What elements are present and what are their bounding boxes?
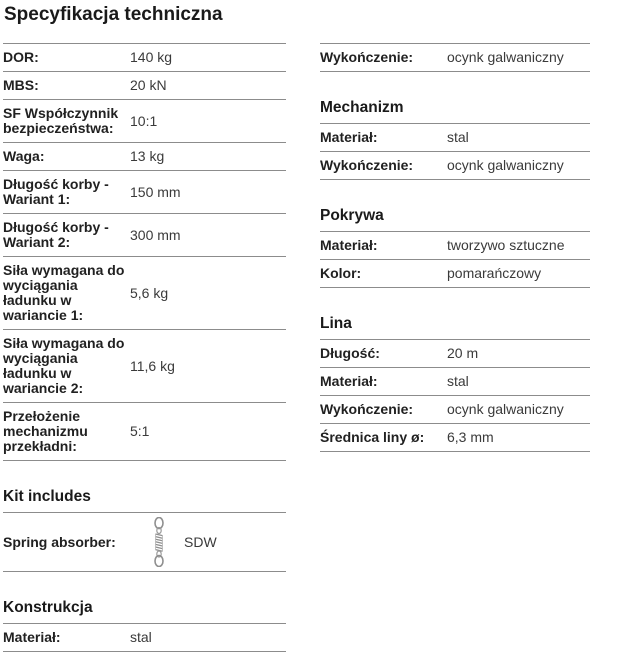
spring-absorber-icon [150,517,168,567]
spec-label: Wykończenie: [320,49,414,65]
spec-value: ocynk galwaniczny [447,49,564,65]
page-title: Specyfikacja techniczna [4,4,223,25]
section-heading-lina: Lina [320,315,352,332]
spec-value: 5,6 kg [130,284,169,301]
spec-value: 20 m [447,345,479,361]
spec-value: 6,3 mm [447,429,494,445]
left-column [3,43,286,652]
spec-value: ocynk galwaniczny [447,157,564,173]
main-spec-table [3,43,286,461]
table-row [320,43,590,71]
columns-container [3,43,635,652]
spec-value: 10:1 [130,112,158,129]
spec-label: MBS: [3,77,39,93]
section-heading-konstrukcja: Konstrukcja [3,599,93,616]
table-row [3,623,286,651]
table-row [320,259,590,287]
konstrukcja-table [3,623,286,652]
table-row [320,231,590,259]
spec-value: 300 mm [130,226,181,243]
table-row [3,99,286,142]
lina-table [320,339,590,452]
spec-value: 140 kg [130,49,173,65]
spec-label: Długość: [320,345,380,361]
spec-value: 13 kg [130,148,165,164]
section-heading-pokrywa: Pokrywa [320,207,384,224]
table-row [3,213,286,256]
spec-label: Długość korby - Wariant 2: [3,219,109,250]
table-row [3,402,286,460]
table-row [3,512,286,571]
spec-value: pomarańczowy [447,265,542,281]
spec-label: Spring absorber: [3,533,116,550]
finish-spec-table [320,43,590,72]
spec-label: Kolor: [320,265,362,281]
spec-value: tworzywo sztuczne [447,237,565,253]
spec-label: Wykończenie: [320,401,414,417]
table-row [3,329,286,402]
spec-label: Waga: [3,148,45,164]
spec-value: 5:1 [130,423,150,439]
right-column [320,43,590,452]
table-row [320,151,590,179]
spec-value: stal [447,129,469,145]
table-row [320,123,590,151]
section-heading-mechanizm: Mechanizm [320,99,404,116]
section-heading-kit-includes: Kit includes [3,488,91,505]
spec-label: DOR: [3,49,39,65]
spec-label: Materiał: [320,373,378,389]
spec-value: SDW [184,533,217,550]
spec-label: Materiał: [3,629,61,645]
kit-includes-table [3,512,286,572]
spec-label: SF Współczynnik bezpieczeństwa: [3,105,119,136]
spec-value: 150 mm [130,183,181,200]
spec-label: Przełożenie mechanizmu przekładni: [3,408,88,454]
mechanizm-table [320,123,590,180]
table-row [320,339,590,367]
table-row [3,256,286,329]
spec-value: ocynk galwaniczny [447,401,564,417]
table-row [3,71,286,99]
table-row [3,43,286,71]
spec-label: Wykończenie: [320,157,414,173]
table-row [3,142,286,170]
spec-label: Siła wymagana do wyciągania ładunku w wariancie 1: [3,262,125,323]
spec-value: stal [447,373,469,389]
spec-label: Materiał: [320,237,378,253]
spec-label: Siła wymagana do wyciągania ładunku w wariancie 2: [3,335,125,396]
table-row [3,170,286,213]
table-row [320,423,590,451]
spec-label: Długość korby - Wariant 1: [3,176,109,207]
spec-value: stal [130,629,152,645]
table-row [320,395,590,423]
spec-value: 11,6 kg [130,357,175,374]
spec-value: 20 kN [130,77,167,93]
spec-label: Średnica liny ø: [320,429,425,445]
table-row [320,367,590,395]
pokrywa-table [320,231,590,288]
spec-label: Materiał: [320,129,378,145]
